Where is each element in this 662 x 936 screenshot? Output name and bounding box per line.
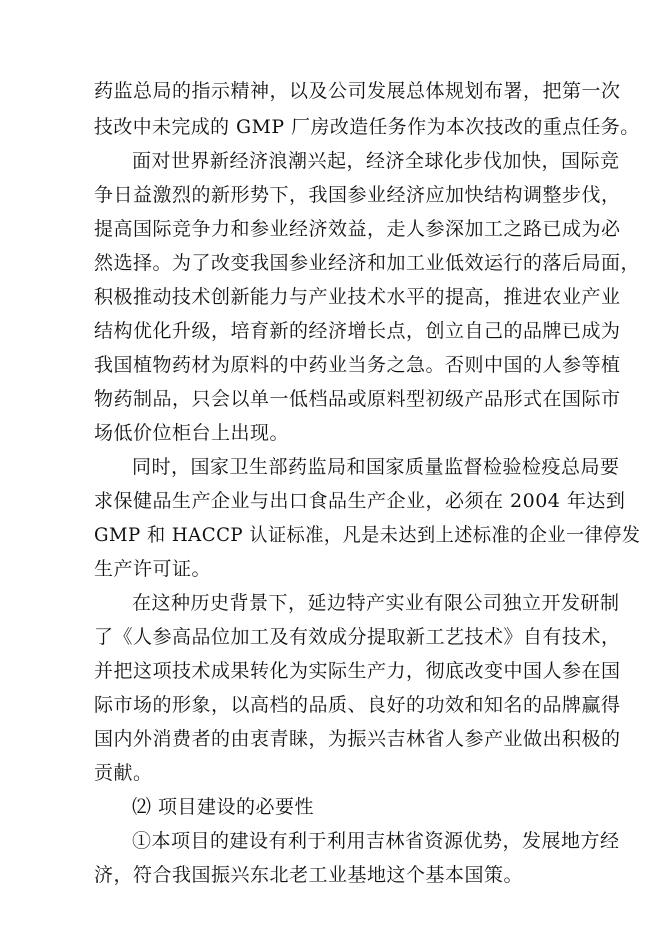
text-line-9: 我国植物药材为原料的中药业当务之急。否则中国的人参等植 — [94, 354, 621, 376]
text-line-1: 药监总局的指示精神，以及公司发展总体规划布署，把第一次 — [94, 80, 621, 102]
text-line-5: 提高国际竞争力和参业经济效益，走人参深加工之路已成为必 — [94, 218, 621, 240]
text-line-23: ①本项目的建设有利于利用吉林省资源优势，发展地方经 — [132, 830, 620, 852]
text-line-2: 技改中未完成的 GMP 厂房改造任务作为本次技改的重点任务。 — [94, 116, 640, 138]
text-line-11: 场低价位柜台上出现。 — [94, 422, 290, 444]
text-line-12: 同时，国家卫生部药监局和国家质量监督检验检疫总局要 — [132, 456, 620, 478]
text-line-13: 求保健品生产企业与出口食品生产企业，必须在 2004 年达到 — [94, 490, 626, 512]
text-line-3: 面对世界新经济浪潮兴起，经济全球化步伐加快，国际竞 — [132, 150, 620, 172]
text-line-18: 并把这项技术成果转化为实际生产力，彻底改变中国人参在国 — [94, 660, 621, 682]
text-line-16: 在这种历史背景下，延边特产实业有限公司独立开发研制 — [132, 592, 620, 614]
text-line-15: 生产许可证。 — [94, 558, 212, 580]
text-line-6: 然选择。为了改变我国参业经济和加工业低效运行的落后局面， — [94, 252, 641, 274]
text-line-24: 济，符合我国振兴东北老工业基地这个基本国策。 — [94, 864, 524, 886]
text-line-10: 物药制品，只会以单一低档品或原料型初级产品形式在国际市 — [94, 388, 621, 410]
text-line-8: 结构优化升级，培育新的经济增长点，创立自己的品牌已成为 — [94, 320, 621, 342]
text-line-14: GMP 和 HACCP 认证标准，凡是未达到上述标准的企业一律停发 — [94, 524, 641, 546]
text-line-17: 了《人参高品位加工及有效成分提取新工艺技术》自有技术， — [94, 626, 621, 648]
text-line-7: 积极推动技术创新能力与产业技术水平的提高，推进农业产业 — [94, 286, 621, 308]
text-line-4: 争日益激烈的新形势下，我国参业经济应加快结构调整步伐， — [94, 184, 621, 206]
text-line-21: 贡献。 — [94, 762, 153, 784]
text-line-19: 际市场的形象，以高档的品质、良好的功效和知名的品牌赢得 — [94, 694, 621, 716]
section-heading: ⑵ 项目建设的必要性 — [132, 796, 315, 818]
text-line-20: 国内外消费者的由衷青睐，为振兴吉林省人参产业做出积极的 — [94, 728, 621, 750]
